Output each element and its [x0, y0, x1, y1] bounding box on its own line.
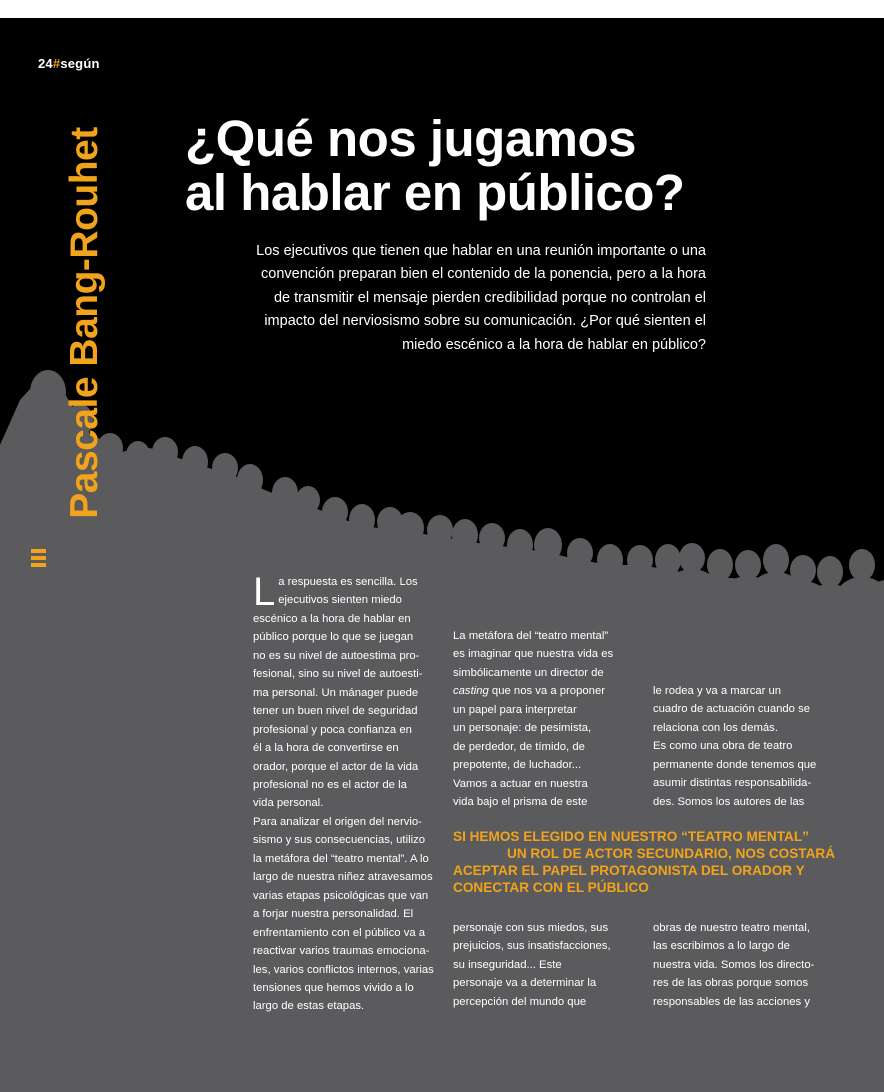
body-text-line: fesional, sino su nivel de autoesti-: [253, 668, 423, 681]
body-column-2-bottom: [453, 919, 643, 1011]
body-text-line: a respuesta es sencilla. Los: [278, 576, 418, 588]
three-bars-icon: [31, 549, 46, 568]
body-text-line: la metáfora del “teatro mental”. A lo: [253, 852, 429, 865]
pull-quote-line: SI HEMOS ELEGIDO EN NUESTRO “TEATRO MENTAL”: [453, 829, 809, 844]
body-text-line: obras de nuestro teatro mental,: [653, 922, 810, 934]
body-text-line: él a la hora de convertirse en: [253, 742, 399, 755]
body-text-line: asumir distintas responsabilida-: [653, 777, 812, 790]
body-column-1: [253, 570, 443, 1016]
pull-quote-line: CONECTAR CON EL PÚBLICO: [453, 880, 649, 895]
article-title: [185, 112, 805, 220]
body-text-line: su inseguridad... Este: [453, 958, 562, 971]
body-text-line: sismo y sus consecuencias, utilizo: [253, 834, 426, 847]
body-text-line: enfrentamiento con el público va a: [253, 926, 426, 939]
body-text-line: a forjar nuestra personalidad. El: [253, 908, 414, 921]
body-text-line: orador, porque el actor de la vida: [253, 760, 419, 773]
body-text-line: personaje con sus miedos, sus: [453, 922, 609, 934]
pull-quote: [453, 828, 853, 896]
pull-quote-line: ACEPTAR EL PAPEL PROTAGONISTA DEL ORADOR Y: [453, 863, 805, 878]
section-name: según: [60, 56, 100, 71]
body-text-line: no es su nivel de autoestima pro-: [253, 649, 420, 662]
title-line: al hablar en público?: [185, 164, 685, 221]
body-text-line: simbólicamente un director de: [453, 666, 604, 679]
body-text-line: Para analizar el origen del nervio-: [253, 815, 422, 828]
body-text-line: des. Somos los autores de las: [653, 795, 805, 808]
body-text-line: vida personal.: [253, 797, 324, 810]
drop-cap: L: [253, 570, 276, 614]
body-text-line: tener un buen nivel de seguridad: [253, 705, 418, 718]
body-text-line: vida bajo el prisma de este: [453, 796, 588, 809]
body-text-line: un personaje: de pesimista,: [453, 722, 592, 735]
body-text-line: les, varios conflictos internos, varias: [253, 963, 434, 976]
body-text-line: de perdedor, de tímido, de: [453, 740, 585, 753]
body-text-line: personaje va a determinar la: [453, 977, 597, 990]
page-folio: [38, 56, 100, 71]
body-text-line: ma personal. Un mánager puede: [253, 686, 419, 699]
body-text-line: casting que nos va a proponer: [453, 685, 605, 698]
body-text-line: reactivar varios traumas emociona-: [253, 945, 430, 958]
lead-line: impacto del nerviosismo sobre su comunicación. ¿Por qué sienten el: [264, 313, 706, 330]
section-mark: #: [52, 56, 61, 71]
lead-line: Los ejecutivos que tienen que hablar en una reunión importante o una: [256, 243, 706, 259]
author-byline: [62, 110, 108, 535]
body-text-line: Vamos a actuar en nuestra: [453, 777, 588, 790]
body-text-line: profesional no es el actor de la: [253, 778, 407, 791]
body-text-line: prepotente, de luchador...: [453, 759, 582, 772]
body-text-line: tensiones que hemos vivido a lo: [253, 981, 414, 994]
body-text-line: La metáfora del “teatro mental”: [453, 630, 609, 642]
body-text-line: cuadro de actuación cuando se: [653, 703, 811, 716]
lead-line: miedo escénico a la hora de hablar en público?: [402, 336, 706, 353]
body-column-2-top: [453, 627, 643, 812]
body-text-line: las escribimos a lo largo de: [653, 940, 790, 953]
body-text-line: permanente donde tenemos que: [653, 758, 817, 771]
body-text-line: un papel para interpretar: [453, 703, 577, 716]
body-column-3-bottom: [653, 919, 843, 1011]
body-text-line: Es como una obra de teatro: [653, 740, 793, 753]
body-text-line: res de las obras porque somos: [653, 977, 809, 990]
body-text-line: escénico a la hora de hablar en: [253, 612, 411, 625]
body-text-line: largo de nuestra niñez atravesamos: [253, 871, 433, 884]
lead-line: de transmitir el mensaje pierden credibilidad porque no controlan el: [273, 289, 706, 306]
body-text-line: es imaginar que nuestra vida es: [453, 648, 614, 661]
body-text-line: percepción del mundo que: [453, 995, 587, 1008]
body-text-line: le rodea y va a marcar un: [653, 685, 782, 697]
body-text-line: nuestra vida. Somos los directo-: [653, 958, 815, 971]
body-text-line: relaciona con los demás.: [653, 721, 778, 734]
author-name: Pascale Bang-Rouhet: [63, 126, 106, 519]
body-text-line: público porque lo que se juegan: [253, 631, 414, 644]
body-column-3-top: [653, 682, 843, 811]
article-lead: [200, 240, 706, 357]
body-text-line: profesional y poca confianza en: [253, 723, 412, 736]
body-text-line: largo de estas etapas.: [253, 1000, 365, 1013]
page-number: 24: [38, 56, 53, 71]
pull-quote-line: UN ROL DE ACTOR SECUNDARIO, NOS COSTARÁ: [507, 846, 836, 861]
lead-line: convención preparan bien el contenido de la ponencia, pero a la hora: [261, 266, 706, 283]
title-line: ¿Qué nos jugamos: [185, 110, 637, 167]
body-text-line: varias etapas psicológicas que van: [253, 889, 429, 902]
body-text-line: ejecutivos sienten miedo: [278, 594, 402, 607]
body-text-line: responsables de las acciones y: [653, 995, 810, 1008]
body-text-line: prejuicios, sus insatisfacciones,: [453, 940, 611, 953]
